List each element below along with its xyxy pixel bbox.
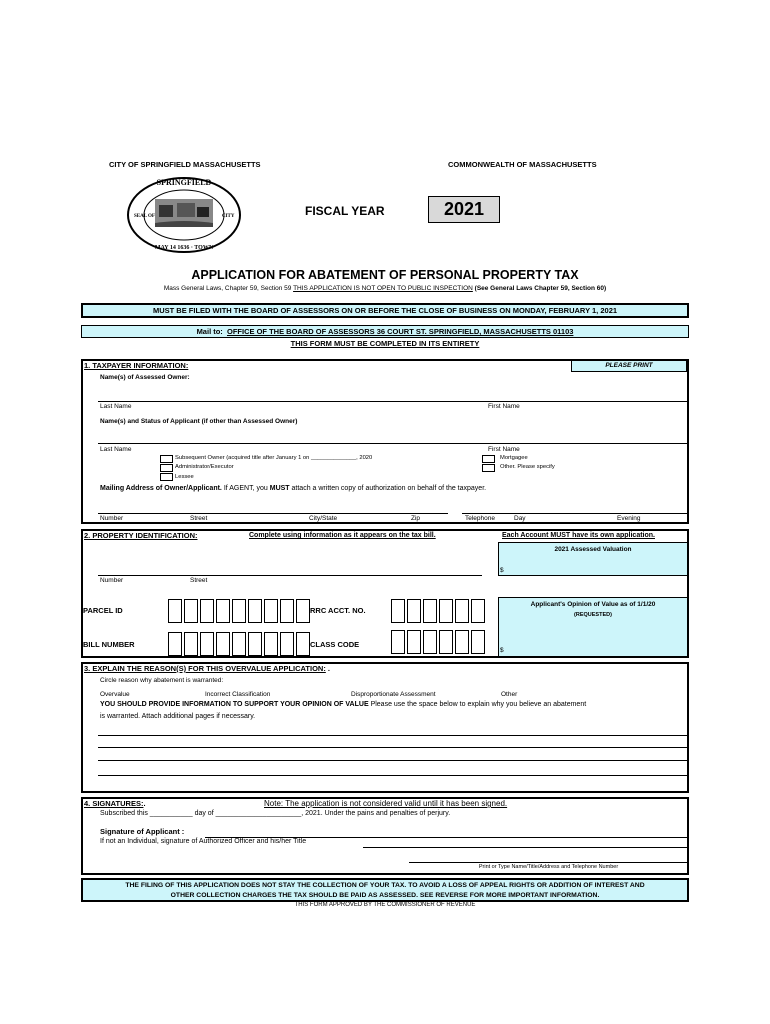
section1-heading: 1. TAXPAYER INFORMATION: xyxy=(84,361,189,370)
reason-disproportionate[interactable]: Disproportionate Assessment xyxy=(351,691,436,698)
reason-incorrect-classification[interactable]: Incorrect Classification xyxy=(205,691,271,698)
section3-heading-text: 3. EXPLAIN THE REASON(S) FOR THIS OVERVALUE APPLICATION: xyxy=(84,664,326,673)
section4-heading xyxy=(84,799,146,808)
bill-number-cell[interactable] xyxy=(200,632,214,656)
rrc-acct-cell[interactable] xyxy=(423,599,437,623)
property-street-label: Street xyxy=(190,577,208,584)
subtitle-inspection: THIS APPLICATION IS NOT OPEN TO PUBLIC INSPECTION xyxy=(293,285,473,292)
seal-right-text: CITY xyxy=(222,214,235,219)
other-status-label: Other. Please specify xyxy=(500,464,555,470)
applicant-first-name-label: First Name xyxy=(488,446,520,453)
class-code-label: CLASS CODE xyxy=(310,640,360,649)
property-address-line[interactable] xyxy=(98,575,482,576)
telephone-line[interactable] xyxy=(462,513,688,514)
attach-pages-text: is warranted. Attach additional pages if necessary. xyxy=(100,713,256,720)
mail-label: Mail to: xyxy=(196,327,223,336)
section4-heading-text: 4. SIGNATURES: xyxy=(84,799,144,808)
mailing-bold: Mailing Address of Owner/Applicant. xyxy=(100,485,222,492)
parcel-id-label: PARCEL ID xyxy=(83,606,123,615)
mortgagee-label: Mortgagee xyxy=(500,455,528,461)
complete-notice: THIS FORM MUST BE COMPLETED IN ITS ENTIRETY xyxy=(290,339,480,348)
approved-note: THIS FORM APPROVED BY THE COMMISSIONER OF REVENUE xyxy=(294,902,476,908)
city-seal-logo xyxy=(125,175,243,255)
seal-left-text: SEAL OF xyxy=(134,214,155,219)
section3-heading-tail: . xyxy=(327,664,331,673)
addr-zip-label: Zip xyxy=(411,515,421,522)
mail-address: OFFICE OF THE BOARD OF ASSESSORS 36 COURT ST. SPRINGFIELD, MASSACHUSETTS 01103 xyxy=(226,327,574,336)
circle-reason-label: Circle reason why abatement is warranted: xyxy=(100,677,224,684)
addr-day-label: Day xyxy=(514,515,526,522)
officer-signature-line[interactable] xyxy=(363,847,688,848)
parcel-id-cell[interactable] xyxy=(184,599,198,623)
opinion-dollar-sign: $ xyxy=(500,647,504,654)
bill-number-cell[interactable] xyxy=(232,632,246,656)
applicant-name-line[interactable] xyxy=(98,443,688,444)
owner-last-name-label: Last Name xyxy=(100,403,132,410)
section3-heading xyxy=(84,664,330,673)
parcel-id-cell[interactable] xyxy=(248,599,262,623)
applicant-label: Name(s) and Status of Applicant (if other than Assessed Owner) xyxy=(100,418,298,425)
footer-warning-line2: OTHER COLLECTION CHARGES THE TAX SHOULD BE PAID AS ASSESSED. SEE REVERSE FOR MORE IMPORTANT INFORMATION. xyxy=(170,892,600,899)
bill-number-cell[interactable] xyxy=(248,632,262,656)
bill-number-cell[interactable] xyxy=(296,632,310,656)
owner-label: Name(s) of Assessed Owner: xyxy=(100,374,190,381)
parcel-id-cell[interactable] xyxy=(232,599,246,623)
explain-line-4[interactable] xyxy=(98,775,688,776)
parcel-id-cell[interactable] xyxy=(264,599,278,623)
section4-heading-tail: . xyxy=(143,799,146,808)
bill-number-cell[interactable] xyxy=(184,632,198,656)
fiscal-year-label: FISCAL YEAR xyxy=(305,204,385,218)
mailing-must: MUST xyxy=(269,485,290,492)
lessee-checkbox[interactable] xyxy=(160,473,173,481)
signature-validity-note: Note: The application is not considered valid until it has been signed. xyxy=(264,799,508,808)
class-code-cell[interactable] xyxy=(391,630,405,654)
rrc-acct-cell[interactable] xyxy=(391,599,405,623)
rrc-acct-cell[interactable] xyxy=(439,599,453,623)
lessee-label: Lessee xyxy=(175,474,194,480)
print-name-line[interactable] xyxy=(409,862,688,863)
owner-name-line[interactable] xyxy=(98,401,688,402)
assessed-valuation-label: 2021 Assessed Valuation xyxy=(554,546,632,553)
explain-line-3[interactable] xyxy=(98,760,688,761)
print-name-label: Print or Type Name/Title/Address and Telephone Number xyxy=(478,864,619,870)
complete-using-note: Complete using information as it appears on the tax bill. xyxy=(249,532,436,539)
parcel-id-cell[interactable] xyxy=(216,599,230,623)
footer-warning xyxy=(81,878,689,902)
section2-heading: 2. PROPERTY IDENTIFICATION: xyxy=(84,531,198,540)
bill-number-cell[interactable] xyxy=(168,632,182,656)
signature-applicant-label: Signature of Applicant : xyxy=(100,827,185,836)
bill-number-cell[interactable] xyxy=(280,632,294,656)
opinion-value-label: Applicant's Opinion of Value as of 1/1/20 xyxy=(530,601,656,608)
parcel-id-cell[interactable] xyxy=(168,599,182,623)
assessed-dollar-sign: $ xyxy=(500,567,504,574)
rrc-acct-cell[interactable] xyxy=(471,599,485,623)
rrc-acct-cell[interactable] xyxy=(407,599,421,623)
other-status-checkbox[interactable] xyxy=(482,464,495,472)
seal-top-text: SPRINGFIELD xyxy=(156,178,212,187)
mail-to-bar xyxy=(81,325,689,338)
property-number-label: Number xyxy=(100,577,124,584)
deadline-notice: MUST BE FILED WITH THE BOARD OF ASSESSORS ON OR BEFORE THE CLOSE OF BUSINESS ON MONDAY, FEBRUARY 1, 2021 xyxy=(81,303,689,318)
form-title: APPLICATION FOR ABATEMENT OF PERSONAL PROPERTY TAX xyxy=(191,268,579,282)
form-subtitle xyxy=(0,285,770,292)
address-line[interactable] xyxy=(98,513,448,514)
city-header: CITY OF SPRINGFIELD MASSACHUSETTS xyxy=(109,160,261,169)
explain-line-2[interactable] xyxy=(98,747,688,748)
rrc-acct-cell[interactable] xyxy=(455,599,469,623)
administrator-checkbox[interactable] xyxy=(160,464,173,472)
class-code-cell[interactable] xyxy=(439,630,453,654)
administrator-label: Administrator/Executor xyxy=(175,464,234,470)
parcel-id-cell[interactable] xyxy=(280,599,294,623)
reason-overvalue[interactable]: Overvalue xyxy=(100,691,130,698)
subtitle-reference: (See General Laws Chapter 59, Section 60) xyxy=(472,285,607,292)
commonwealth-header: COMMONWEALTH OF MASSACHUSETTS xyxy=(448,160,597,169)
provide-info-text xyxy=(100,701,586,708)
subscribed-text: Subscribed this ___________ day of ______________________, 2021. Under the pains and penalties of perjury. xyxy=(100,810,451,817)
fiscal-year-value: 2021 xyxy=(428,196,500,223)
subtitle-law: Mass General Laws, Chapter 59, Section 59 xyxy=(163,285,294,292)
bill-number-cell[interactable] xyxy=(264,632,278,656)
parcel-id-cell[interactable] xyxy=(296,599,310,623)
class-code-cell[interactable] xyxy=(455,630,469,654)
class-code-cell[interactable] xyxy=(407,630,421,654)
explain-line-1[interactable] xyxy=(98,735,688,736)
addr-evening-label: Evening xyxy=(617,515,641,522)
addr-telephone-label: Telephone xyxy=(465,515,495,522)
mailing-text1: If AGENT, you xyxy=(221,485,270,492)
mailing-address-label xyxy=(100,485,486,492)
subsequent-owner-checkbox[interactable] xyxy=(160,455,173,463)
mailing-text2: attach a written copy of authorization on behalf of the taxpayer. xyxy=(289,485,487,492)
subsequent-owner-label: Subsequent Owner (acquired title after January 1 on ______________, 2020 xyxy=(175,455,373,461)
please-print-badge: PLEASE PRINT xyxy=(571,360,687,372)
owner-first-name-label: First Name xyxy=(488,403,520,410)
bill-number-label: BILL NUMBER xyxy=(83,640,135,649)
authorized-officer-label: If not an Individual, signature of Authorized Officer and his/her Title xyxy=(100,838,307,845)
reason-other[interactable]: Other xyxy=(501,691,518,698)
each-account-note: Each Account MUST have its own application. xyxy=(502,532,655,539)
addr-city-label: City/State xyxy=(309,515,338,522)
addr-street-label: Street xyxy=(190,515,208,522)
footer-warning-line1: THE FILING OF THIS APPLICATION DOES NOT STAY THE COLLECTION OF YOUR TAX. TO AVOID A LOSS OF APPEAL RIGHTS OR ADDITION OF INTEREST AND xyxy=(125,882,645,889)
class-code-cell[interactable] xyxy=(471,630,485,654)
section-taxpayer-info xyxy=(81,359,689,524)
mortgagee-checkbox[interactable] xyxy=(482,455,495,463)
rrc-acct-label: RRC ACCT. NO. xyxy=(310,606,366,615)
provide-info-bold: YOU SHOULD PROVIDE INFORMATION TO SUPPORT YOUR OPINION OF VALUE xyxy=(100,701,369,708)
applicant-last-name-label: Last Name xyxy=(100,446,132,453)
parcel-id-cell[interactable] xyxy=(200,599,214,623)
class-code-cell[interactable] xyxy=(423,630,437,654)
requested-label: (REQUESTED) xyxy=(574,612,612,618)
bill-number-cell[interactable] xyxy=(216,632,230,656)
seal-bottom-text: MAY 14 1636 · TOWN xyxy=(154,245,214,251)
addr-number-label: Number xyxy=(100,515,124,522)
provide-info-rest: Please use the space below to explain why you believe an abatement xyxy=(368,701,587,708)
